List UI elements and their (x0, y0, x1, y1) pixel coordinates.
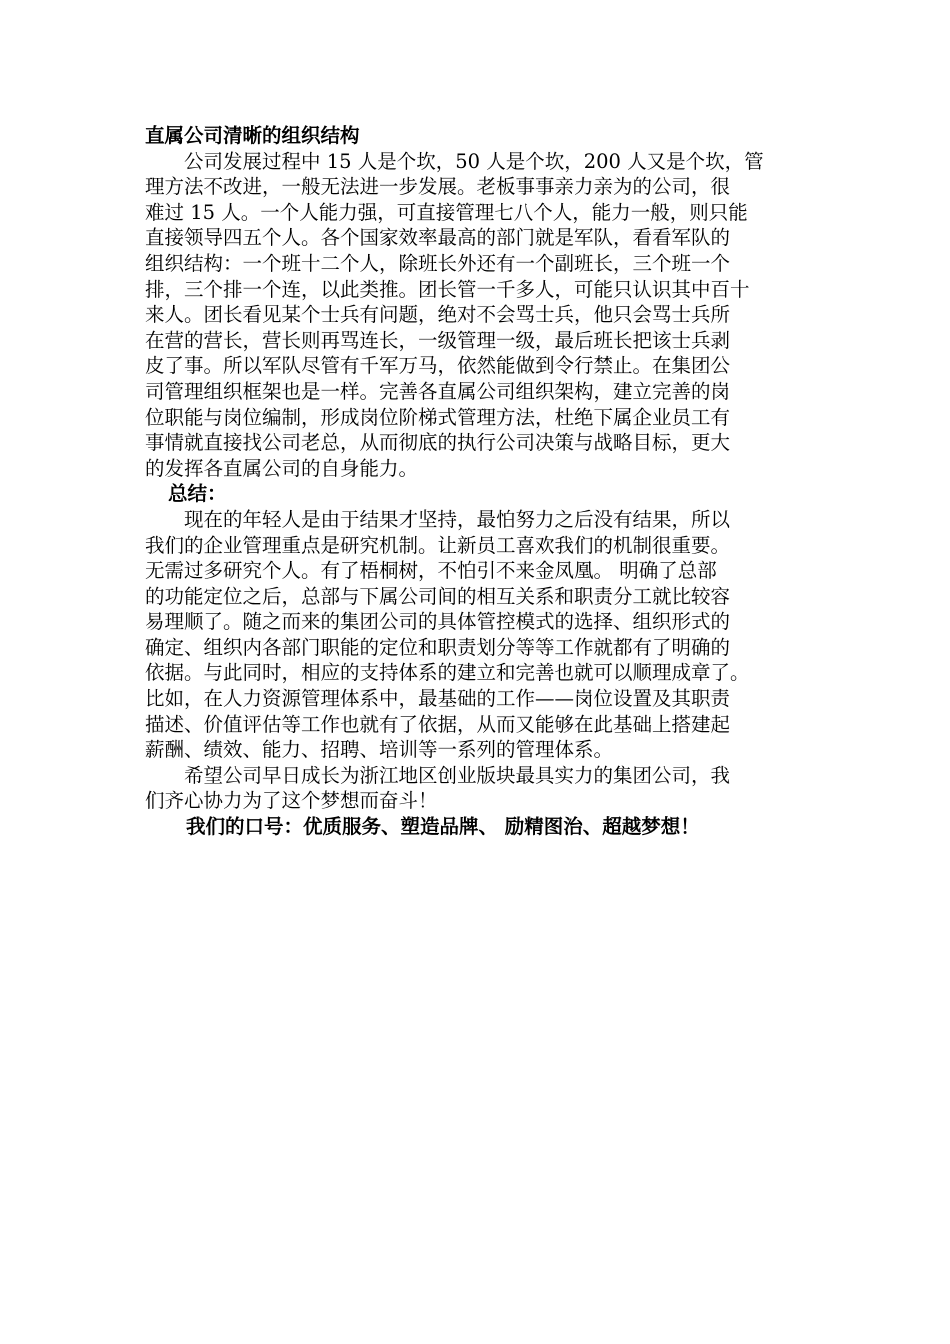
paragraph-organization (145, 149, 825, 482)
paragraph-line: 我们的企业管理重点是研究机制。让新员工喜欢我们的机制很重要。 (145, 533, 731, 557)
paragraph-line: 来人。团长看见某个士兵有问题，绝对不会骂士兵，他只会骂士兵所 (145, 303, 731, 327)
document-body (145, 123, 825, 840)
paragraph-line: 皮了事。所以军队尽管有千军万马，依然能做到令行禁止。在集团公 (145, 354, 731, 378)
paragraph-line: 易理顺了。随之而来的集团公司的具体管控模式的选择、组织形式的 (145, 610, 731, 634)
paragraph-line: 无需过多研究个人。有了梧桐树，不怕引不来金凤凰。 明确了总部 (145, 559, 717, 583)
paragraph-line: 难过 15 人。一个人能力强，可直接管理七八个人，能力一般，则只能 (145, 200, 748, 224)
paragraph-line: 排，三个排一个连，以此类推。团长管一千多人，可能只认识其中百十 (145, 277, 750, 301)
paragraph-line: 现在的年轻人是由于结果才坚持，最怕努力之后没有结果，所以 (184, 507, 731, 531)
paragraph-line: 的功能定位之后，总部与下属公司间的相互关系和职责分工就比较容 (145, 584, 731, 608)
paragraph-line: 比如，在人力资源管理体系中，最基础的工作——岗位设置及其职责 (145, 687, 731, 711)
paragraph-line: 依据。与此同时，相应的支持体系的建立和完善也就可以顺理成章了。 (145, 661, 750, 685)
paragraph-line: 组织结构：一个班十二个人，除班长外还有一个副班长，三个班一个 (145, 251, 731, 275)
paragraph-line: 直接领导四五个人。各个国家效率最高的部门就是军队，看看军队的 (145, 226, 731, 250)
paragraph-summary (145, 507, 825, 763)
paragraph-line: 们齐心协力为了这个梦想而奋斗！ (145, 789, 438, 813)
section-heading: 直属公司清晰的组织结构 (145, 124, 360, 147)
paragraph-line: 描述、价值评估等工作也就有了依据，从而又能够在此基础上搭建起 (145, 712, 731, 736)
paragraph-hope (145, 763, 825, 814)
paragraph-line: 位职能与岗位编制，形成岗位阶梯式管理方法，杜绝下属企业员工有 (145, 405, 731, 429)
paragraph-line: 希望公司早日成长为浙江地区创业版块最具实力的集团公司，我 (184, 763, 731, 787)
summary-heading: 总结： (168, 482, 227, 506)
slogan: 我们的口号：优质服务、塑造品牌、 励精图治、超越梦想！ (186, 815, 700, 839)
paragraph-line: 薪酬、绩效、能力、招聘、培训等一系列的管理体系。 (145, 738, 614, 762)
paragraph-line: 的发挥各直属公司的自身能力。 (145, 456, 419, 480)
paragraph-line: 事情就直接找公司老总，从而彻底的执行公司决策与战略目标，更大 (145, 431, 731, 455)
paragraph-line: 公司发展过程中 15 人是个坎，50 人是个坎，200 人又是个坎，管 (184, 149, 764, 173)
paragraph-line: 理方法不改进，一般无法进一步发展。老板事事亲力亲为的公司，很 (145, 175, 731, 199)
paragraph-line: 确定、组织内各部门职能的定位和职责划分等等工作就都有了明确的 (145, 635, 731, 659)
paragraph-line: 司管理组织框架也是一样。完善各直属公司组织架构，建立完善的岗 (145, 379, 731, 403)
paragraph-line: 在营的营长，营长则再骂连长，一级管理一级，最后班长把该士兵剥 (145, 328, 731, 352)
